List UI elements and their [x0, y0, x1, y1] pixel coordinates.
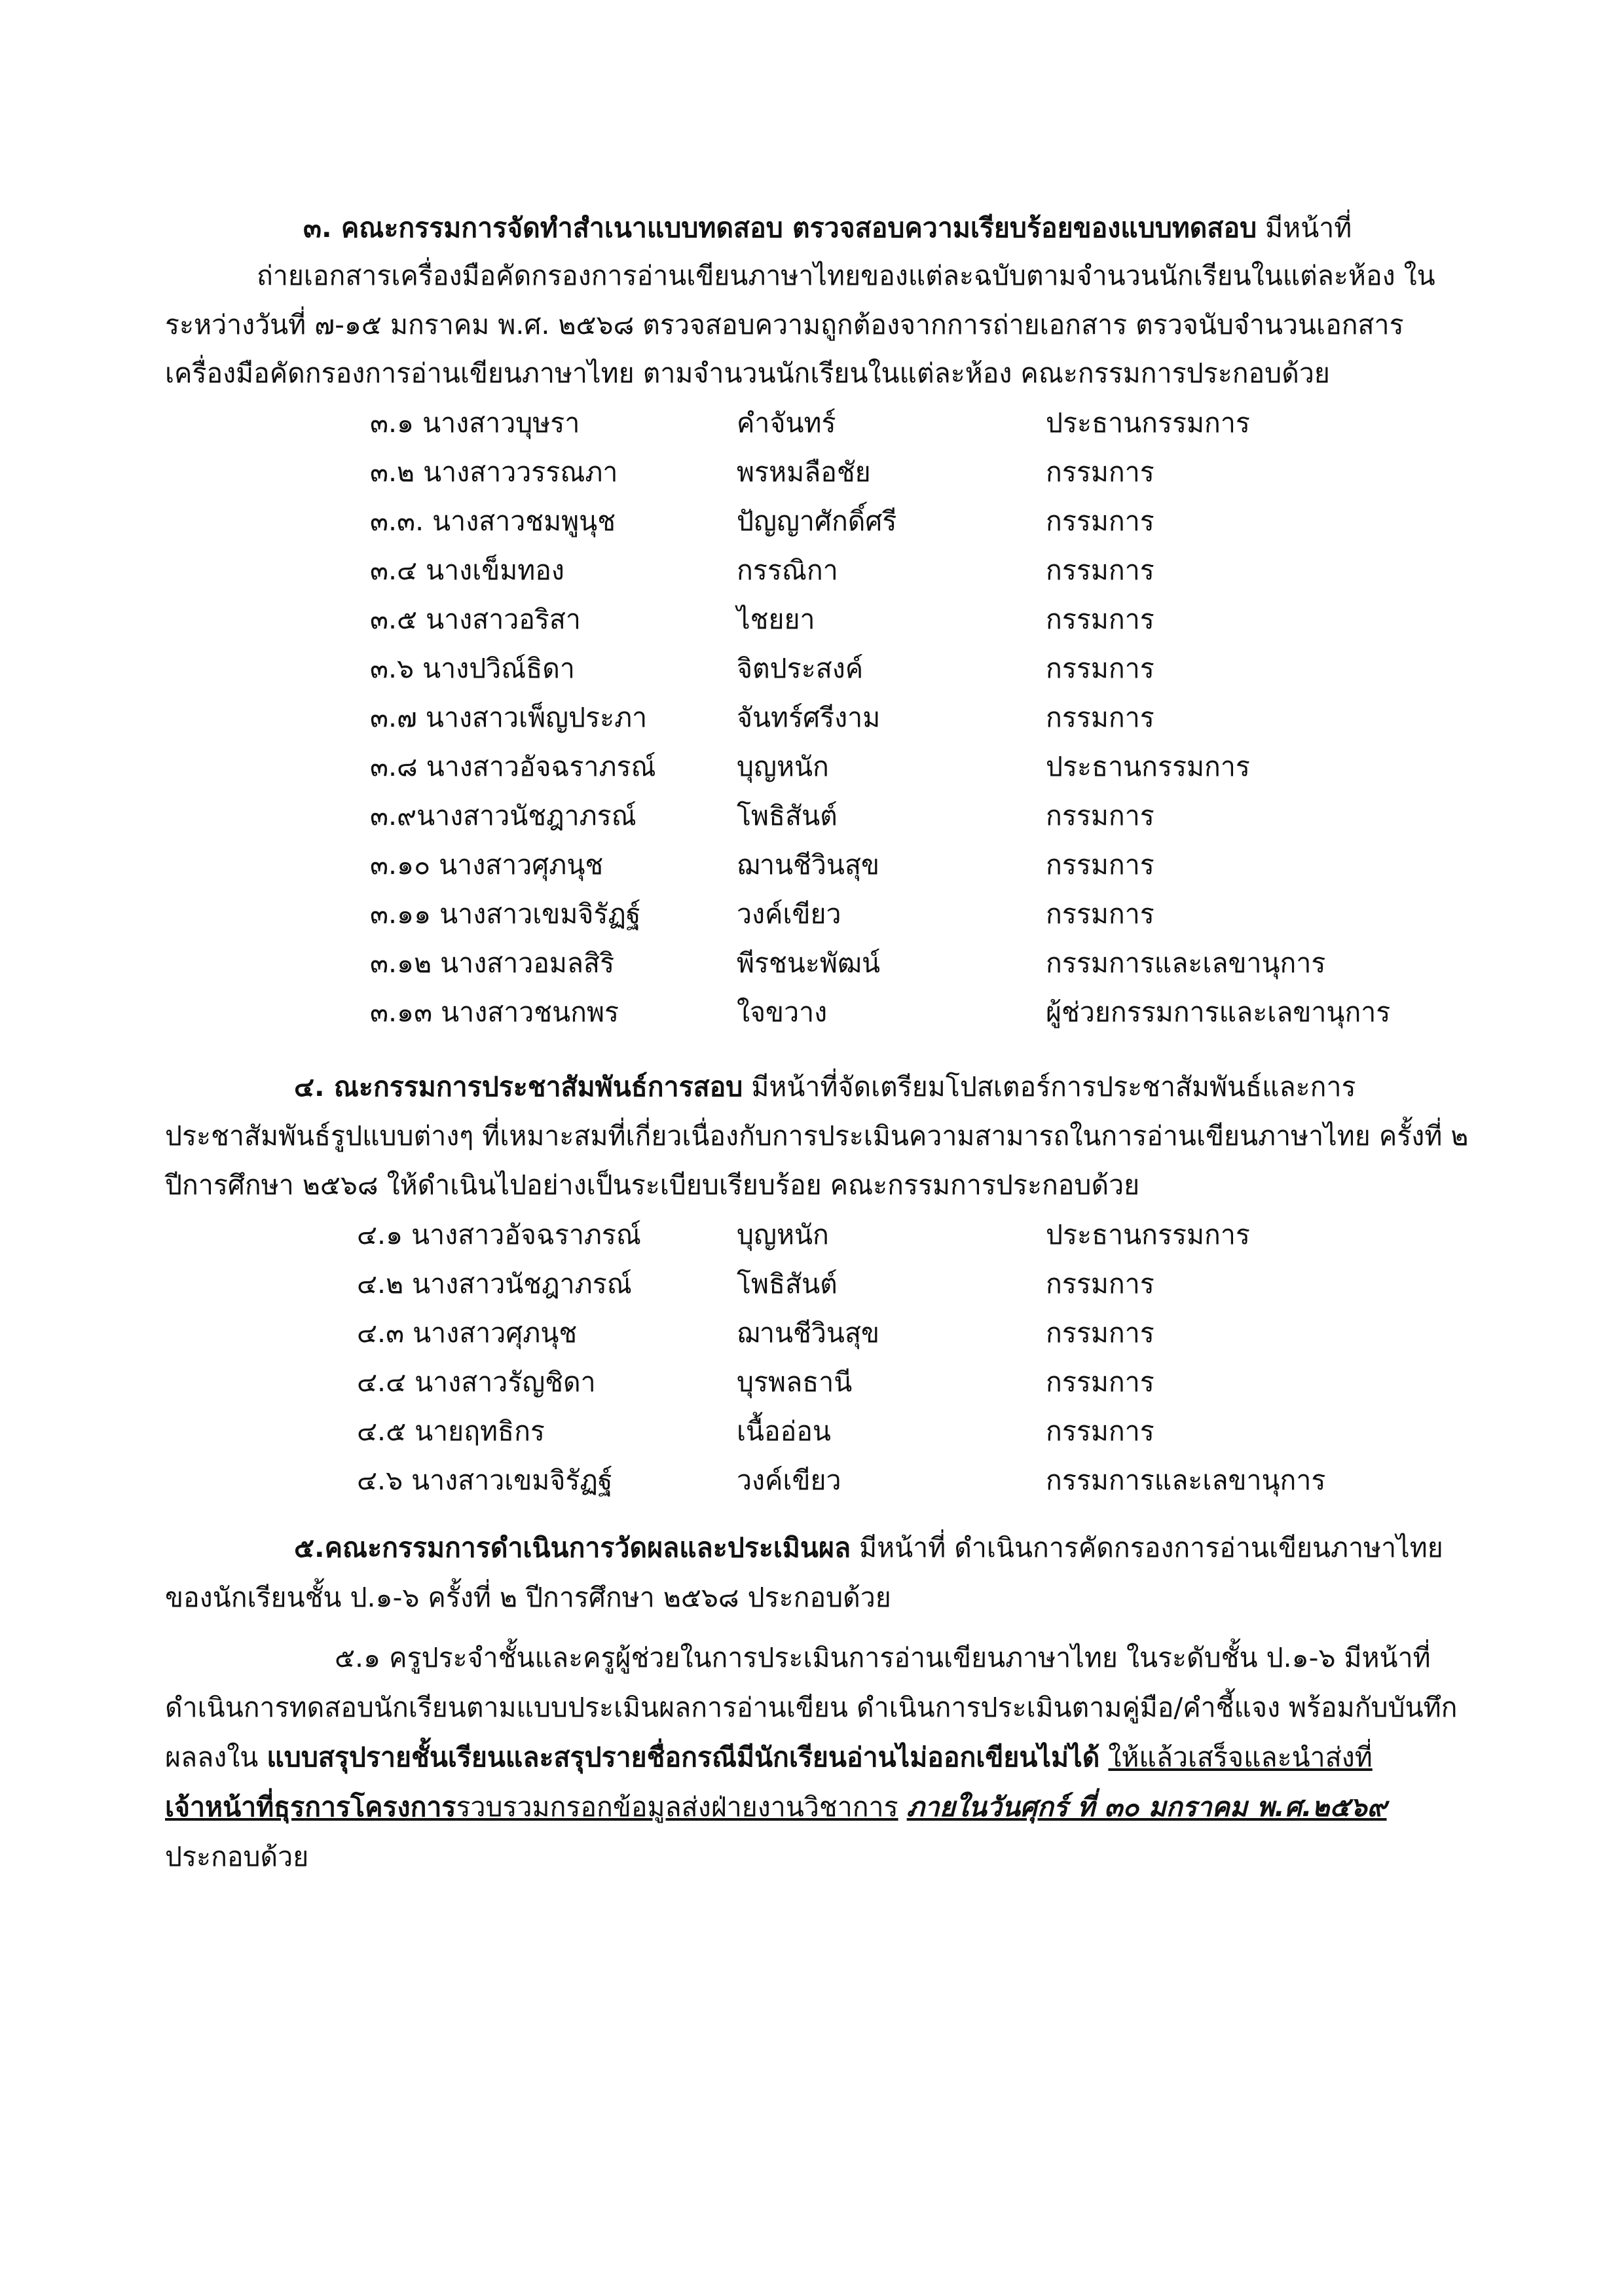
member-role: กรรมการ: [1046, 653, 1154, 684]
section5-1-line1: ๕.๑ ครูประจำชั้นและครูผู้ช่วยในการประเมินการอ่านเขียนภาษาไทย ในระดับชั้น ป.๑-๖ มีหน้าที่: [335, 1642, 1431, 1673]
summary-form-name: แบบสรุปรายชั้นเรียนและสรุปรายชื่อกรณีมีนักเรียนอ่านไม่ออกเขียนไม่ได้: [267, 1741, 1100, 1773]
member-role: กรรมการ: [1046, 898, 1154, 930]
member-role: กรรมการ: [1046, 800, 1154, 831]
member-name: ๓.๑๐ นางสาวศุภนุช: [370, 849, 604, 881]
member-name: ๔.๖ นางสาวเขมจิรัฏฐ์: [357, 1465, 613, 1496]
member-role: กรรมการ: [1046, 1268, 1154, 1300]
member-surname: ไชยยา: [737, 604, 815, 635]
section5-1-line3-plain: ผลลงใน: [165, 1741, 267, 1773]
member-name: ๔.๕ นายฤทธิกร: [357, 1415, 545, 1447]
section5-1-line5: ประกอบด้วย: [165, 1841, 309, 1872]
member-role: ประธานกรรมการ: [1046, 751, 1250, 782]
member-role: ประธานกรรมการ: [1046, 407, 1250, 439]
section3-heading-rest: มีหน้าที่: [1257, 212, 1352, 244]
member-name: ๓.๒ นางสาววรรณภา: [370, 456, 618, 488]
member-surname: โพธิสันต์: [737, 800, 838, 831]
section5-heading-rest: มีหน้าที่ ดำเนินการคัดกรองการอ่านเขียนภาษาไทย: [851, 1532, 1443, 1563]
member-name: ๔.๑ นางสาวอัจฉราภรณ์: [357, 1219, 641, 1250]
member-name: ๓.๑๓ นางสาวชนกพร: [370, 996, 619, 1028]
section4-heading: [294, 1067, 1356, 1106]
member-surname: บุญหนัก: [737, 1219, 829, 1250]
member-role: กรรมการ: [1046, 1317, 1154, 1349]
member-name: ๓.๕ นางสาวอริสา: [370, 604, 581, 635]
section3-paragraph-line1: ถ่ายเอกสารเครื่องมือคัดกรองการอ่านเขียนภาษาไทยของแต่ละฉบับตามจำนวนนักเรียนในแต่ละห้อง ใน: [257, 260, 1435, 291]
member-name: ๔.๔ นางสาวรัญชิดา: [357, 1366, 596, 1398]
section5-1-line3: [165, 1738, 1373, 1777]
member-surname: โพธิสันต์: [737, 1268, 838, 1300]
section4-paragraph-line1: ประชาสัมพันธ์รูปแบบต่างๆ ที่เหมาะสมที่เกี่ยวเนื่องกับการประเมินความสามารถในการอ่านเขียนภาษาไทย ครั้งที่ ๒: [165, 1120, 1469, 1152]
submit-instruction: ให้แล้วเสร็จและนำส่งที่: [1108, 1741, 1373, 1773]
member-name: ๓.๑๒ นางสาวอมลสิริ: [370, 947, 615, 979]
member-name: ๓.๔ นางเข็มทอง: [370, 555, 564, 586]
section5-paragraph-line1: ของนักเรียนชั้น ป.๑-๖ ครั้งที่ ๒ ปีการศึกษา ๒๕๖๘ ประกอบด้วย: [165, 1582, 891, 1613]
member-name: ๔.๓ นางสาวศุภนุช: [357, 1317, 578, 1349]
section5-1-line2: ดำเนินการทดสอบนักเรียนตามแบบประเมินผลการอ่านเขียน ดำเนินการประเมินตามคู่มือ/คำชี้แจง พร้อมกับบันทึก: [165, 1692, 1458, 1723]
member-role: กรรมการ: [1046, 555, 1154, 586]
member-role: กรรมการ: [1046, 702, 1154, 733]
member-surname: ใจขวาง: [737, 996, 828, 1028]
section3-paragraph-line3: เครื่องมือคัดกรองการอ่านเขียนภาษาไทย ตามจำนวนนักเรียนในแต่ละห้อง คณะกรรมการประกอบด้วย: [165, 357, 1330, 389]
member-role: กรรมการ: [1046, 1366, 1154, 1398]
member-name: ๓.๘ นางสาวอัจฉราภรณ์: [370, 751, 656, 782]
member-role: กรรมการ: [1046, 849, 1154, 881]
member-name: ๓.๖ นางปวิณ์ธิดา: [370, 653, 575, 684]
member-surname: บุญหนัก: [737, 751, 829, 782]
section4-heading-rest: มีหน้าที่จัดเตรียมโปสเตอร์การประชาสัมพันธ์และการ: [743, 1071, 1356, 1102]
member-role: กรรมการ: [1046, 505, 1154, 537]
section5-heading-bold: ๕.คณะกรรมการดำเนินการวัดผลและประเมินผล: [294, 1532, 851, 1563]
member-role: กรรมการและเลขานุการ: [1046, 947, 1326, 979]
collect-instruction: รวบรวมกรอกข้อมูลส่งฝ่ายงานวิชาการ: [456, 1791, 898, 1823]
member-role: กรรมการ: [1046, 456, 1154, 488]
member-surname: วงค์เขียว: [737, 1465, 841, 1496]
section3-heading: [303, 208, 1352, 247]
member-name: ๓.๗ นางสาวเพ็ญประภา: [370, 702, 648, 733]
project-clerk: เจ้าหน้าที่ธุรการโครงการ: [165, 1791, 456, 1823]
section3-paragraph-line2: ระหว่างวันที่ ๗-๑๕ มกราคม พ.ศ. ๒๕๖๘ ตรวจสอบความถูกต้องจากการถ่ายเอกสาร ตรวจนับจำนวนเอกสาร: [165, 309, 1404, 340]
member-name: ๓.๙นางสาวนัชฎาภรณ์: [370, 800, 637, 831]
member-name: ๓.๑๑ นางสาวเขมจิรัฏฐ์: [370, 898, 641, 930]
member-surname: บุรพลธานี: [737, 1366, 853, 1398]
member-surname: กรรณิกา: [737, 555, 838, 586]
member-surname: ฌานชีวินสุข: [737, 849, 880, 881]
member-surname: คำจันทร์: [737, 407, 836, 439]
member-surname: ฌานชีวินสุข: [737, 1317, 880, 1349]
section4-heading-bold: ๔. ณะกรรมการประชาสัมพันธ์การสอบ: [294, 1071, 743, 1102]
member-role: กรรมการ: [1046, 1415, 1154, 1447]
member-role: กรรมการ: [1046, 604, 1154, 635]
member-role: ประธานกรรมการ: [1046, 1219, 1250, 1250]
member-surname: วงค์เขียว: [737, 898, 841, 930]
deadline: ภายในวันศุกร์ ที่ ๓๐ มกราคม พ.ศ.๒๕๖๙: [906, 1791, 1387, 1823]
member-surname: จันทร์ศรีงาม: [737, 702, 881, 733]
section4-paragraph-line2: ปีการศึกษา ๒๕๖๘ ให้ดำเนินไปอย่างเป็นระเบียบเรียบร้อย คณะกรรมการประกอบด้วย: [165, 1169, 1140, 1201]
member-role: กรรมการและเลขานุการ: [1046, 1465, 1326, 1496]
member-name: ๔.๒ นางสาวนัชฎาภรณ์: [357, 1268, 632, 1300]
member-role: ผู้ช่วยกรรมการและเลขานุการ: [1046, 996, 1391, 1028]
section5-1-line4: [165, 1787, 1387, 1827]
section5-heading: [294, 1528, 1443, 1567]
section3-heading-bold: ๓. คณะกรรมการจัดทำสำเนาแบบทดสอบ ตรวจสอบความเรียบร้อยของแบบทดสอบ: [303, 212, 1257, 244]
member-name: ๓.๓. นางสาวชมพูนุช: [370, 505, 616, 537]
member-surname: พรหมลือชัย: [737, 456, 871, 488]
member-name: ๓.๑ นางสาวบุษรา: [370, 407, 580, 439]
member-surname: เนื้ออ่อน: [737, 1415, 831, 1447]
member-surname: พีรชนะพัฒน์: [737, 947, 881, 979]
member-surname: ปัญญาศักดิ์ศรี: [737, 505, 897, 537]
member-surname: จิตประสงค์: [737, 653, 864, 684]
